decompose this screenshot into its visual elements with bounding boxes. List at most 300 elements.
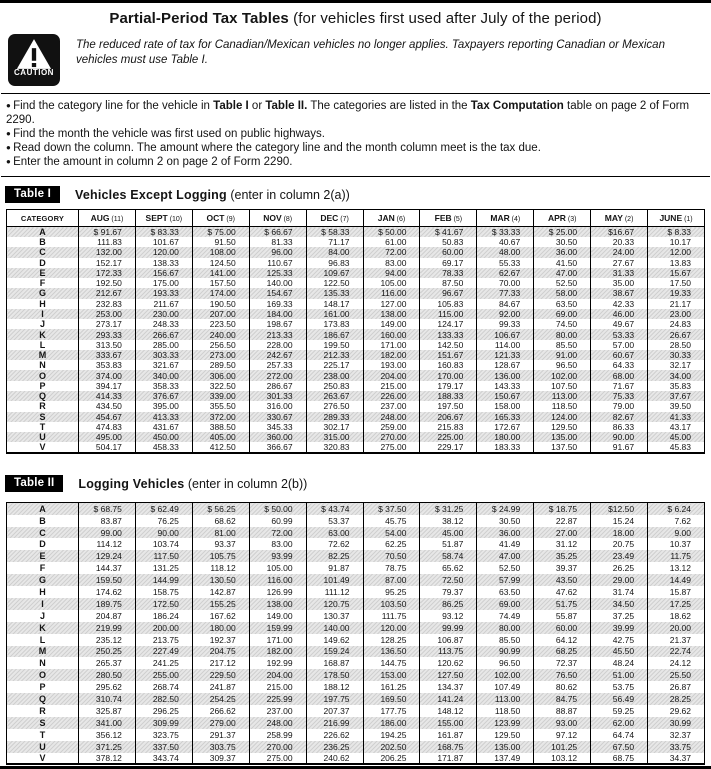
category-cell: B <box>7 237 79 247</box>
amount-cell: 111.75 <box>363 610 420 622</box>
amount-cell: 158.75 <box>135 586 192 598</box>
amount-cell: 114.00 <box>477 340 534 350</box>
category-cell: H <box>7 586 79 598</box>
amount-cell: 142.50 <box>420 340 477 350</box>
amount-cell: 74.50 <box>534 319 591 329</box>
category-cell: D <box>7 258 79 268</box>
amount-cell: 116.00 <box>363 288 420 298</box>
amount-cell: 30.50 <box>534 237 591 247</box>
amount-cell: 13.83 <box>648 258 705 268</box>
amount-cell: 128.67 <box>477 360 534 370</box>
amount-cell: 71.17 <box>306 237 363 247</box>
category-cell: K <box>7 622 79 634</box>
amount-cell: $ 25.00 <box>534 227 591 238</box>
amount-cell: 83.00 <box>363 258 420 268</box>
amount-cell: $ 33.33 <box>477 227 534 238</box>
table2-heading-rest: (enter in column 2(b)) <box>184 476 308 491</box>
caution-icon-label: CAUTION <box>14 68 54 77</box>
amount-cell: 207.37 <box>306 705 363 717</box>
table-row <box>7 622 705 634</box>
bullet-icon: ● <box>6 129 14 138</box>
amount-cell: 108.00 <box>192 247 249 257</box>
amount-cell: 52.50 <box>534 278 591 288</box>
amount-cell: 96.83 <box>306 258 363 268</box>
amount-cell: 272.00 <box>249 370 306 380</box>
amount-cell: 194.25 <box>363 729 420 741</box>
amount-cell: 388.50 <box>192 422 249 432</box>
category-cell: M <box>7 646 79 658</box>
amount-cell: 129.50 <box>534 422 591 432</box>
category-cell: C <box>7 527 79 539</box>
amount-cell: 138.33 <box>135 258 192 268</box>
amount-cell: $ 18.75 <box>534 503 591 515</box>
amount-cell: 378.12 <box>79 753 136 765</box>
column-header-month: FEB (5) <box>420 210 477 227</box>
category-cell: P <box>7 681 79 693</box>
table1-body <box>7 227 705 454</box>
amount-cell: 53.33 <box>591 329 648 339</box>
amount-cell: 24.00 <box>591 247 648 257</box>
amount-cell: 39.37 <box>534 562 591 574</box>
amount-cell: 14.49 <box>648 574 705 586</box>
instruction-text: Tax Computation <box>470 100 564 112</box>
amount-cell: 81.33 <box>249 237 306 247</box>
amount-cell: 276.50 <box>306 401 363 411</box>
amount-cell: 206.67 <box>420 412 477 422</box>
amount-cell: 70.50 <box>363 550 420 562</box>
table-row <box>7 278 705 288</box>
amount-cell: 188.33 <box>420 391 477 401</box>
category-cell: U <box>7 432 79 442</box>
amount-cell: 237.00 <box>363 401 420 411</box>
amount-cell: 309.37 <box>192 753 249 765</box>
amount-cell: 86.33 <box>591 422 648 432</box>
amount-cell: 117.50 <box>135 550 192 562</box>
amount-cell: 15.24 <box>591 515 648 527</box>
category-cell: D <box>7 538 79 550</box>
amount-cell: 24.12 <box>648 657 705 669</box>
amount-cell: 140.00 <box>249 278 306 288</box>
amount-cell: 133.33 <box>420 329 477 339</box>
instruction-text: Table I <box>213 100 249 112</box>
amount-cell: 215.83 <box>420 422 477 432</box>
amount-cell: 374.00 <box>79 370 136 380</box>
amount-cell: 70.00 <box>477 278 534 288</box>
amount-cell: 376.67 <box>135 391 192 401</box>
column-header-month: APR (3) <box>534 210 591 227</box>
amount-cell: 79.37 <box>420 586 477 598</box>
amount-cell: 103.74 <box>135 538 192 550</box>
amount-cell: 134.37 <box>420 681 477 693</box>
amount-cell: 168.75 <box>420 741 477 753</box>
amount-cell: 64.74 <box>591 729 648 741</box>
amount-cell: 131.25 <box>135 562 192 574</box>
amount-cell: 228.00 <box>249 340 306 350</box>
amount-cell: 113.75 <box>420 646 477 658</box>
amount-cell: 109.67 <box>306 268 363 278</box>
amount-cell: 229.17 <box>420 442 477 453</box>
amount-cell: 289.33 <box>306 412 363 422</box>
amount-cell: 227.49 <box>135 646 192 658</box>
table-row <box>7 340 705 350</box>
amount-cell: 75.33 <box>591 391 648 401</box>
amount-cell: 229.50 <box>192 669 249 681</box>
amount-cell: 101.67 <box>135 237 192 247</box>
category-cell: S <box>7 717 79 729</box>
amount-cell: 405.00 <box>192 432 249 442</box>
amount-cell: 23.49 <box>591 550 648 562</box>
table1-heading-rest: (enter in column 2(a)) <box>226 187 350 202</box>
amount-cell: 35.83 <box>648 381 705 391</box>
amount-cell: 130.37 <box>306 610 363 622</box>
table-row <box>7 370 705 380</box>
table-row <box>7 227 705 238</box>
amount-cell: 282.50 <box>135 693 192 705</box>
table-row <box>7 360 705 370</box>
table-row <box>7 634 705 646</box>
amount-cell: 63.50 <box>534 299 591 309</box>
amount-cell: 55.87 <box>534 610 591 622</box>
amount-cell: 106.87 <box>420 634 477 646</box>
amount-cell: 225.99 <box>249 693 306 705</box>
amount-cell: 93.99 <box>249 550 306 562</box>
amount-cell: $ 62.49 <box>135 503 192 515</box>
column-header-category: CATEGORY <box>7 210 79 227</box>
table2-heading <box>78 477 307 491</box>
amount-cell: 137.49 <box>477 753 534 765</box>
amount-cell: 121.33 <box>477 350 534 360</box>
amount-cell: 454.67 <box>79 412 136 422</box>
category-cell: V <box>7 753 79 765</box>
amount-cell: 144.37 <box>79 562 136 574</box>
table-row <box>7 550 705 562</box>
amount-cell: 29.00 <box>591 574 648 586</box>
category-cell: N <box>7 360 79 370</box>
amount-cell: 12.00 <box>648 247 705 257</box>
amount-cell: 67.50 <box>591 741 648 753</box>
category-cell: U <box>7 741 79 753</box>
amount-cell: 149.00 <box>363 319 420 329</box>
table2-tag: Table II <box>5 475 63 492</box>
instruction-text: Table II. <box>265 100 308 112</box>
amount-cell: 255.00 <box>135 669 192 681</box>
amount-cell: 91.50 <box>192 237 249 247</box>
amount-cell: 202.50 <box>363 741 420 753</box>
amount-cell: 78.33 <box>420 268 477 278</box>
amount-cell: 358.33 <box>135 381 192 391</box>
amount-cell: 171.00 <box>363 340 420 350</box>
amount-cell: 80.62 <box>534 681 591 693</box>
amount-cell: 88.87 <box>534 705 591 717</box>
amount-cell: 372.00 <box>192 412 249 422</box>
caution-icon <box>8 34 60 86</box>
table-row <box>7 646 705 658</box>
amount-cell: 179.17 <box>420 381 477 391</box>
instruction-text: or <box>248 100 266 112</box>
amount-cell: 138.00 <box>249 598 306 610</box>
amount-cell: 217.12 <box>192 657 249 669</box>
amount-cell: 93.00 <box>534 717 591 729</box>
amount-cell: 26.67 <box>648 329 705 339</box>
amount-cell: 42.33 <box>591 299 648 309</box>
caution-text: The reduced rate of tax for Canadian/Mexican vehicles no longer applies. Taxpayers reporting Canadian or Mexican vehicles must use Table I. <box>76 39 665 66</box>
amount-cell: 23.00 <box>648 309 705 319</box>
amount-cell: 172.50 <box>135 598 192 610</box>
column-header-month: AUG (11) <box>79 210 136 227</box>
amount-cell: 197.75 <box>306 693 363 705</box>
amount-cell: 240.62 <box>306 753 363 765</box>
amount-cell: 302.17 <box>306 422 363 432</box>
amount-cell: 25.50 <box>648 669 705 681</box>
amount-cell: 96.50 <box>534 360 591 370</box>
table-row <box>7 442 705 453</box>
table-row <box>7 503 705 515</box>
amount-cell: 97.12 <box>534 729 591 741</box>
table1-vehicles-except-logging <box>6 209 705 454</box>
amount-cell: 24.83 <box>648 319 705 329</box>
amount-cell: 148.17 <box>306 299 363 309</box>
amount-cell: 211.67 <box>135 299 192 309</box>
amount-cell: 51.75 <box>534 598 591 610</box>
instruction-text: Enter the amount in column 2 on page 2 of Form 2290. <box>13 156 293 168</box>
table1-heading <box>75 188 350 202</box>
amount-cell: 120.75 <box>306 598 363 610</box>
column-header-month: JAN (6) <box>363 210 420 227</box>
amount-cell: 143.33 <box>477 381 534 391</box>
amount-cell: 301.33 <box>249 391 306 401</box>
amount-cell: 136.00 <box>477 370 534 380</box>
amount-cell: 193.00 <box>363 360 420 370</box>
amount-cell: 323.75 <box>135 729 192 741</box>
amount-cell: 337.50 <box>135 741 192 753</box>
amount-cell: 215.00 <box>249 681 306 693</box>
amount-cell: 43.50 <box>534 574 591 586</box>
column-header-month: DEC (7) <box>306 210 363 227</box>
amount-cell: 250.83 <box>306 381 363 391</box>
amount-cell: 296.25 <box>135 705 192 717</box>
amount-cell: 111.83 <box>79 237 136 247</box>
amount-cell: 94.00 <box>363 268 420 278</box>
category-cell: M <box>7 350 79 360</box>
amount-cell: 238.00 <box>306 370 363 380</box>
amount-cell: 101.25 <box>534 741 591 753</box>
amount-cell: 136.50 <box>363 646 420 658</box>
amount-cell: 158.00 <box>477 401 534 411</box>
amount-cell: $ 6.24 <box>648 503 705 515</box>
amount-cell: 171.00 <box>249 634 306 646</box>
amount-cell: 193.33 <box>135 288 192 298</box>
instruction-item <box>6 155 705 169</box>
amount-cell: 236.25 <box>306 741 363 753</box>
amount-cell: 31.74 <box>591 586 648 598</box>
amount-cell: 76.50 <box>534 669 591 681</box>
amount-cell: 113.00 <box>534 391 591 401</box>
amount-cell: 150.67 <box>477 391 534 401</box>
table2-body <box>7 503 705 765</box>
category-cell: G <box>7 288 79 298</box>
amount-cell: $ 37.50 <box>363 503 420 515</box>
table-row <box>7 681 705 693</box>
amount-cell: 356.12 <box>79 729 136 741</box>
amount-cell: 27.67 <box>591 258 648 268</box>
amount-cell: 63.00 <box>306 527 363 539</box>
amount-cell: 96.67 <box>420 288 477 298</box>
amount-cell: 123.99 <box>477 717 534 729</box>
amount-cell: 186.00 <box>363 717 420 729</box>
category-cell: J <box>7 610 79 622</box>
amount-cell: 140.00 <box>306 622 363 634</box>
amount-cell: 87.00 <box>363 574 420 586</box>
amount-cell: 45.00 <box>648 432 705 442</box>
amount-cell: 275.00 <box>249 753 306 765</box>
amount-cell: 280.50 <box>79 669 136 681</box>
category-cell: F <box>7 562 79 574</box>
bullet-icon: ● <box>6 143 14 152</box>
amount-cell: $ 24.99 <box>477 503 534 515</box>
amount-cell: 204.00 <box>249 669 306 681</box>
amount-cell: 504.17 <box>79 442 136 453</box>
amount-cell: 174.00 <box>192 288 249 298</box>
amount-cell: 180.00 <box>192 622 249 634</box>
amount-cell: 59.25 <box>591 705 648 717</box>
amount-cell: 186.67 <box>306 329 363 339</box>
amount-cell: 306.00 <box>192 370 249 380</box>
table-row <box>7 247 705 257</box>
amount-cell: 135.00 <box>534 432 591 442</box>
category-cell: R <box>7 401 79 411</box>
amount-cell: 45.83 <box>648 442 705 453</box>
amount-cell: 115.00 <box>420 309 477 319</box>
amount-cell: 167.62 <box>192 610 249 622</box>
instruction-item <box>6 127 705 141</box>
amount-cell: 450.00 <box>135 432 192 442</box>
amount-cell: 270.00 <box>363 432 420 442</box>
amount-cell: 198.67 <box>249 319 306 329</box>
amount-cell: 340.00 <box>135 370 192 380</box>
amount-cell: 127.00 <box>363 299 420 309</box>
amount-cell: 62.67 <box>477 268 534 278</box>
amount-cell: 258.99 <box>249 729 306 741</box>
amount-cell: 360.00 <box>249 432 306 442</box>
amount-cell: 83.00 <box>249 538 306 550</box>
amount-cell: 9.00 <box>648 527 705 539</box>
table-row <box>7 268 705 278</box>
amount-cell: 69.00 <box>477 598 534 610</box>
amount-cell: 39.99 <box>591 622 648 634</box>
table-row <box>7 237 705 247</box>
amount-cell: 219.99 <box>79 622 136 634</box>
amount-cell: 165.33 <box>477 412 534 422</box>
amount-cell: 132.00 <box>79 247 136 257</box>
category-cell: K <box>7 329 79 339</box>
amount-cell: 53.37 <box>306 515 363 527</box>
bullet-icon: ● <box>6 101 14 110</box>
table-row <box>7 309 705 319</box>
amount-cell: 34.37 <box>648 753 705 765</box>
amount-cell: 434.50 <box>79 401 136 411</box>
amount-cell: 40.67 <box>477 237 534 247</box>
amount-cell: 103.12 <box>534 753 591 765</box>
table-row <box>7 288 705 298</box>
amount-cell: 248.33 <box>135 319 192 329</box>
amount-cell: 122.50 <box>306 278 363 288</box>
table-row <box>7 610 705 622</box>
amount-cell: 91.87 <box>306 562 363 574</box>
amount-cell: 55.33 <box>477 258 534 268</box>
amount-cell: 215.00 <box>363 381 420 391</box>
amount-cell: 141.24 <box>420 693 477 705</box>
amount-cell: 50.83 <box>420 237 477 247</box>
amount-cell: 144.99 <box>135 574 192 586</box>
category-cell: P <box>7 381 79 391</box>
amount-cell: 273.00 <box>192 350 249 360</box>
amount-cell: $ 8.33 <box>648 227 705 238</box>
amount-cell: 54.00 <box>363 527 420 539</box>
amount-cell: 63.50 <box>477 586 534 598</box>
amount-cell: 153.00 <box>363 669 420 681</box>
amount-cell: 186.24 <box>135 610 192 622</box>
table-row <box>7 669 705 681</box>
amount-cell: 223.50 <box>192 319 249 329</box>
column-header-month: OCT (9) <box>192 210 249 227</box>
category-cell: V <box>7 442 79 453</box>
table-row <box>7 527 705 539</box>
amount-cell: 20.75 <box>591 538 648 550</box>
amount-cell: 135.00 <box>477 741 534 753</box>
amount-cell: 120.62 <box>420 657 477 669</box>
amount-cell: 232.83 <box>79 299 136 309</box>
amount-cell: 91.00 <box>534 350 591 360</box>
amount-cell: 28.25 <box>648 693 705 705</box>
amount-cell: 256.50 <box>192 340 249 350</box>
amount-cell: $16.67 <box>591 227 648 238</box>
category-cell: E <box>7 268 79 278</box>
amount-cell: 58.74 <box>420 550 477 562</box>
amount-cell: 30.50 <box>477 515 534 527</box>
amount-cell: 52.50 <box>477 562 534 574</box>
amount-cell: 190.50 <box>192 299 249 309</box>
amount-cell: 85.50 <box>534 340 591 350</box>
amount-cell: 26.25 <box>591 562 648 574</box>
amount-cell: 35.00 <box>591 278 648 288</box>
amount-cell: $ 50.00 <box>249 503 306 515</box>
amount-cell: 266.62 <box>192 705 249 717</box>
amount-cell: 31.12 <box>534 538 591 550</box>
category-cell: I <box>7 598 79 610</box>
amount-cell: 129.24 <box>79 550 136 562</box>
amount-cell: 29.62 <box>648 705 705 717</box>
category-cell: L <box>7 340 79 350</box>
amount-cell: 200.00 <box>135 622 192 634</box>
amount-cell: 34.00 <box>648 370 705 380</box>
table-row <box>7 515 705 527</box>
amount-cell: 90.99 <box>477 646 534 658</box>
amount-cell: 62.00 <box>591 717 648 729</box>
amount-cell: 90.00 <box>591 432 648 442</box>
amount-cell: 235.12 <box>79 634 136 646</box>
table-row <box>7 753 705 765</box>
amount-cell: 80.00 <box>477 622 534 634</box>
amount-cell: 206.25 <box>363 753 420 765</box>
amount-cell: 303.33 <box>135 350 192 360</box>
amount-cell: 107.49 <box>477 681 534 693</box>
amount-cell: 279.00 <box>192 717 249 729</box>
amount-cell: 37.67 <box>648 391 705 401</box>
instruction-text: Read down the column. The amount where the category line and the month column meet is the tax due. <box>13 142 541 154</box>
amount-cell: 225.17 <box>306 360 363 370</box>
amount-cell: 51.00 <box>591 669 648 681</box>
amount-cell: 339.00 <box>192 391 249 401</box>
